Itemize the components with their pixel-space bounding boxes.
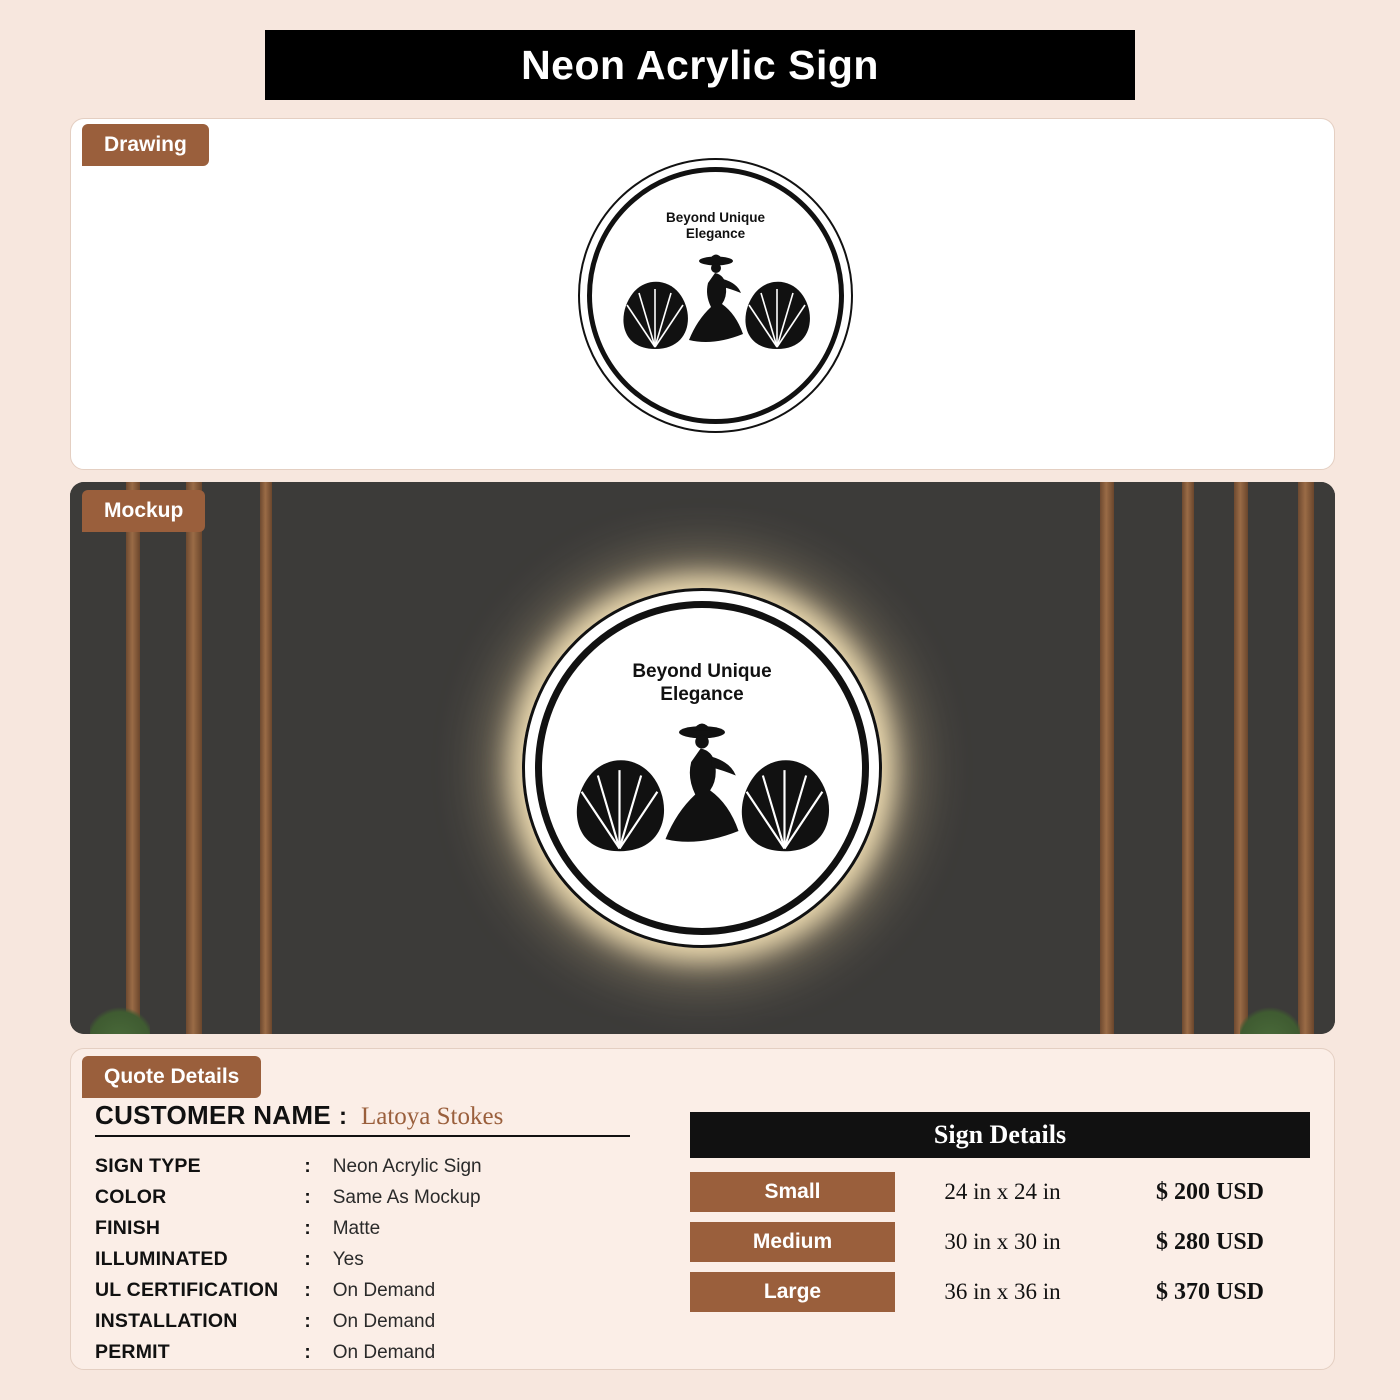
- spec-key: FINISH: [95, 1217, 161, 1239]
- spec-colon: :: [304, 1156, 311, 1177]
- spec-key: PERMIT: [95, 1341, 170, 1363]
- plant-decoration: [1240, 1002, 1300, 1034]
- table-row: [95, 1244, 482, 1275]
- spec-value: On Demand: [332, 1342, 436, 1363]
- size-dimensions: 24 in x 24 in: [944, 1179, 1061, 1204]
- table-row: [690, 1172, 1310, 1212]
- spec-key: ILLUMINATED: [95, 1248, 228, 1270]
- spec-colon: :: [304, 1187, 311, 1208]
- table-row: [690, 1222, 1310, 1262]
- sign-details-table: [690, 1172, 1310, 1322]
- wall-slat: [1100, 482, 1114, 1034]
- table-row: [690, 1272, 1310, 1312]
- logo-line-2: Elegance: [685, 226, 746, 242]
- wall-slat: [1182, 482, 1194, 1034]
- customer-name-value: Latoya Stokes: [360, 1103, 504, 1130]
- wall-slat: [126, 482, 140, 1034]
- wall-slat: [1298, 482, 1314, 1034]
- size-price: $ 200 USD: [1155, 1178, 1264, 1205]
- spec-colon: :: [304, 1342, 311, 1363]
- table-row: [95, 1213, 482, 1244]
- spec-value: Same As Mockup: [332, 1187, 481, 1208]
- woman-with-seashells-icon: [611, 249, 821, 354]
- mockup-section-tag: Mockup: [82, 490, 205, 532]
- spec-key: INSTALLATION: [95, 1310, 238, 1332]
- spec-colon: :: [304, 1280, 311, 1301]
- table-row: [95, 1337, 482, 1368]
- size-badge-small: Small: [690, 1172, 895, 1212]
- wall-slat: [186, 482, 202, 1034]
- spec-colon: :: [304, 1249, 311, 1270]
- spec-value: Neon Acrylic Sign: [332, 1156, 482, 1177]
- size-dimensions: 30 in x 30 in: [944, 1229, 1061, 1254]
- spec-value: Yes: [332, 1249, 364, 1270]
- table-row: [95, 1306, 482, 1337]
- logo-line-2: Elegance: [660, 684, 744, 706]
- table-row: [95, 1151, 482, 1182]
- page-title: Neon Acrylic Sign: [521, 41, 879, 88]
- plant-decoration: [90, 1002, 150, 1034]
- quote-section-tag: Quote Details: [82, 1056, 261, 1098]
- drawing-section-tag: Drawing: [82, 124, 209, 166]
- wall-slat: [260, 482, 272, 1034]
- page-title-bar: [265, 30, 1135, 100]
- size-badge-medium: Medium: [690, 1222, 895, 1262]
- customer-name-row: [95, 1100, 630, 1137]
- logo-wordmark: [632, 660, 771, 706]
- size-dimensions: 36 in x 36 in: [944, 1279, 1061, 1304]
- size-price: $ 280 USD: [1155, 1228, 1264, 1255]
- customer-name-colon: :: [338, 1103, 347, 1130]
- spec-key: COLOR: [95, 1186, 167, 1208]
- logo-wordmark: [666, 210, 765, 243]
- customer-name-label: CUSTOMER NAME: [95, 1100, 331, 1130]
- woman-with-seashells-icon: [559, 716, 845, 858]
- table-row: [95, 1182, 482, 1213]
- spec-value: On Demand: [332, 1311, 436, 1332]
- spec-key: SIGN TYPE: [95, 1155, 201, 1177]
- spec-table: [95, 1151, 482, 1368]
- logo-line-1: Beyond Unique: [632, 661, 772, 682]
- spec-colon: :: [304, 1218, 311, 1239]
- drawing-logo: [578, 158, 853, 433]
- size-badge-large: Large: [690, 1272, 895, 1312]
- spec-value: Matte: [332, 1218, 381, 1239]
- sign-details-header: Sign Details: [690, 1112, 1310, 1158]
- spec-colon: :: [304, 1311, 311, 1332]
- spec-value: On Demand: [332, 1280, 436, 1301]
- wall-slat: [1234, 482, 1248, 1034]
- size-price: $ 370 USD: [1155, 1278, 1264, 1305]
- customer-spec-block: [95, 1100, 655, 1368]
- mockup-logo: [522, 588, 882, 948]
- logo-line-1: Beyond Unique: [665, 210, 765, 225]
- spec-key: UL CERTIFICATION: [95, 1279, 279, 1301]
- table-row: [95, 1275, 482, 1306]
